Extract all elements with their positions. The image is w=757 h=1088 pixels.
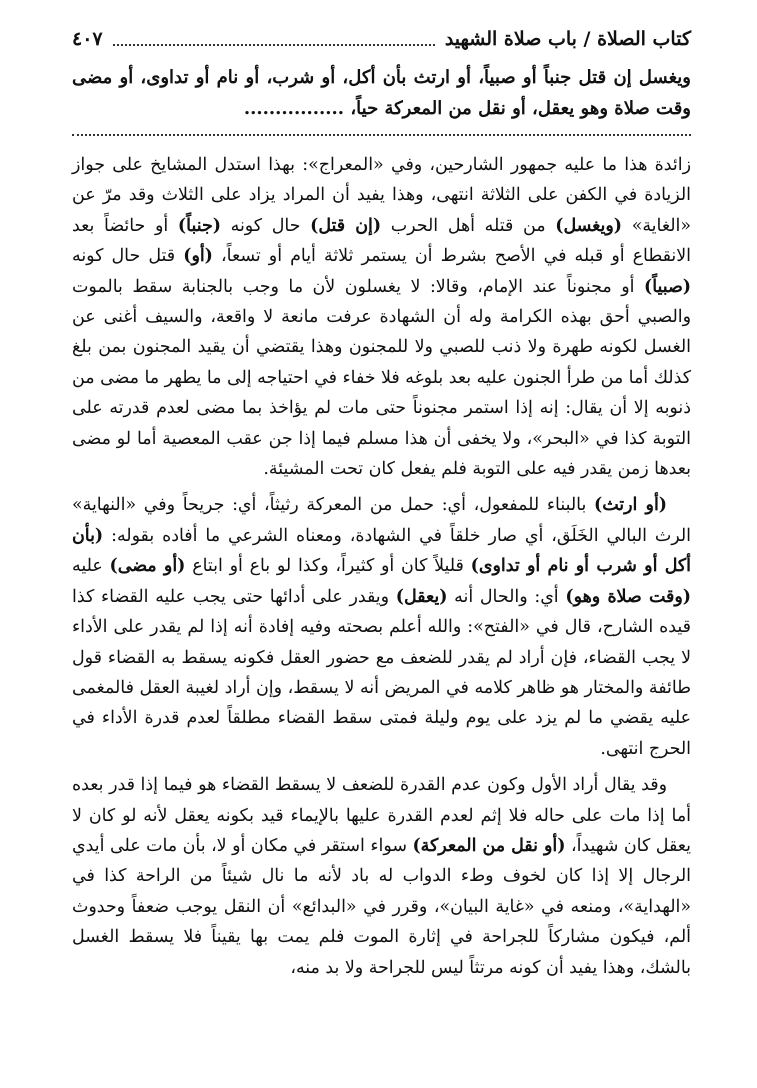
commentary-text: قتل حال كونه xyxy=(72,246,184,267)
matn-quote: (صبياً) xyxy=(643,276,691,297)
commentary-paragraph-2 xyxy=(72,490,691,764)
matn-quote: (ويغسل) xyxy=(555,215,623,236)
commentary-paragraph-3 xyxy=(72,770,691,983)
matn-quote: (بأن أكل أو شرب أو نام أو تداوى) xyxy=(72,525,692,577)
page-number: ٤٠٧ xyxy=(72,28,103,50)
matn-text: ويغسل إن قتل جنباً أو صبياً، أو ارتث بأن أكل، أو شرب، أو نام أو تداوى، أو مضى وقت صلاة وهو يعقل، أو نقل من المعركة حياً، ................ xyxy=(72,67,691,119)
matn-quote: (أو مضى) xyxy=(109,556,186,577)
matn-quote: (أو ارتث) xyxy=(593,495,668,516)
commentary-paragraph-1 xyxy=(72,150,691,484)
commentary-text: أو حائضاً بعد الانقطاع أو قبله في الأصح بشرط أن يستمر ثلاثة أيام أو تسعاً، xyxy=(72,215,691,267)
matn-quote: (أو نقل من المعركة) xyxy=(412,835,566,856)
header-dot-leader xyxy=(113,32,435,46)
matn-quote: (يعقل) xyxy=(395,586,448,607)
commentary-text: زائدة هذا ما عليه جمهور الشارحين، وفي «المعراج»: بهذا استدل المشايخ على جواز الزيادة في الكفن على الثلاثة انتهى، وهذا يفيد أن المراد يزاد على الثلاث وقد مرّ عن «الغاية» xyxy=(72,155,691,236)
commentary-text: عليه xyxy=(72,556,110,577)
matn-quote: (وقت صلاة وهو) xyxy=(565,586,691,607)
running-title: كتاب الصلاة / باب صلاة الشهيد xyxy=(444,28,691,50)
commentary-text: سواء استقر في مكان أو لا، بأن مات على أيدي الرجال إلا إذا كان لخوف وطء الدواب له باد لأنه ما نال شيئاً من الراحة كذا في «الهداية»، ومنعه في «غاية البيان»، وقرر في «البدائع» أن النقل يوجب ضعفاً وحدوث ألم، فيكون مشاركاً للجراحة في إثارة الموت فلم يمت بها يقيناً فلا يسقط الغسل بالشك، وهذا يفيد أن كونه مرتثاً ليس للجراحة ولا بد منه، xyxy=(72,835,691,978)
commentary-text: قليلاً كان أو كثيراً، وكذا لو باع أو ابتاع xyxy=(185,556,471,577)
commentary-text: من قتله أهل الحرب xyxy=(381,215,556,236)
commentary-text: حال كونه xyxy=(220,215,311,236)
running-header xyxy=(72,22,691,56)
commentary-text: أي: والحال أنه xyxy=(447,586,566,607)
text-separator xyxy=(72,134,691,136)
commentary-text: ويقدر على أدائها حتى يجب عليه القضاء كذا قيده الشارح، قال في «الفتح»: والله أعلم بصحته وفيه إفادة أنه إذا لم يقدر على الأداء لا يجب القضاء، فإن أراد لم يقدر للضعف مع حضور العقل فكونه يسقط به القضاء قول طائفة والمختار هو ظاهر كلامه في المريض أنه لا يسقط، وإن أراد لغيبة العقل فالمغمى عليه يقضي ما لم يزد على يوم وليلة فمتى سقط القضاء مطلقاً لعدم قدرة الأداء في الحرج انتهى. xyxy=(72,586,691,759)
commentary-text: وقد يقال أراد الأول وكون عدم القدرة للضعف لا يسقط القضاء هو فيما إذا قدر بعده أما إذا مات على حاله فلا إثم لعدم القدرة عليها بالإيماء قيد بكونه يعقل لأنه لو كان لا يعقل كان شهيداً، xyxy=(72,775,691,856)
matn-quote: (إن قتل) xyxy=(310,215,382,236)
commentary-text: أو مجنوناً عند الإمام، وقالا: لا يغسلون لأن ما وجب بالجنابة سقط بالموت والصبي أحق بهذه الكرامة وله أن الشهادة عرفت مانعة لا واقعة، والسيف أغنى عن الغسل لكونه طهرة ولا ذنب للصبي ولا للمجنون وهذا يقتضي أن يقيد المجنون بمن بلغ كذلك أما من طرأ الجنون عليه بعد بلوغه فلا خفاء في احتياجه إلى ما يطهر ما مضى من ذنوبه إلا أن يقال: إنه إذا استمر مجنوناً حتى مات لم يؤاخذ بما مضى لعدم قدرته على التوبة كذا في «البحر»، ولا يخفى أن هذا مسلم فيما إذا جن عقب المعصية أما لو مضى بعدها زمن يقدر فيه على التوبة فلم يفعل كان تحت المشيئة. xyxy=(71,276,691,480)
matn-quote: (أو) xyxy=(183,246,213,267)
matn-quote: (جنباً) xyxy=(177,215,221,236)
commentary xyxy=(72,150,691,983)
commentary-text: بالبناء للمفعول، أي: حمل من المعركة رثيثاً، أي: جريحاً وفي «النهاية» الرث البالي الخَلَق، أي صار خلقاً في الشهادة، ومعناه الشرعي ما أفاده بقوله: xyxy=(72,495,691,546)
